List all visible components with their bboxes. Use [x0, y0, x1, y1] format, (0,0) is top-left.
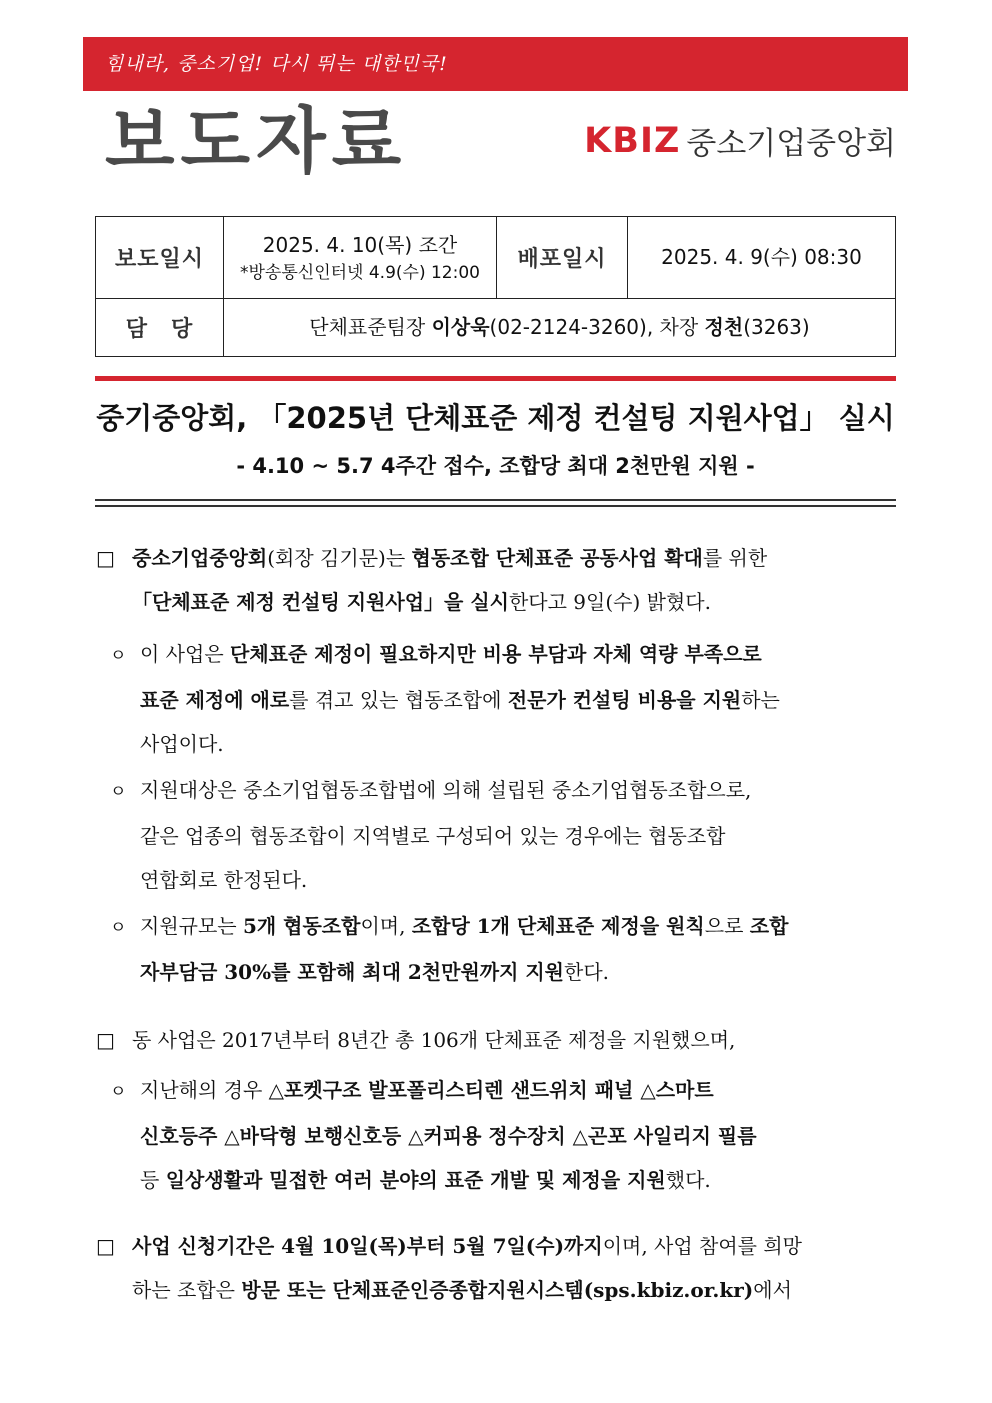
paragraph-5 [96, 1018, 896, 1062]
p7-a: 사업 신청기간은 4월 10일(목)부터 5월 7일(수)까지 [132, 1234, 603, 1258]
p2-c: 표준 제정에 애로 [140, 688, 290, 712]
circle-bullet-icon: ㅇ [110, 918, 127, 938]
p1-b: (회장 김기문)는 [267, 546, 412, 570]
contact-phone: (02-2124-3260), 차장 [489, 315, 705, 339]
p4-h: 한다. [564, 960, 610, 984]
p4-d: 조합당 1개 단체표준 제정을 원칙 [411, 914, 705, 938]
paragraph-2 [110, 632, 896, 766]
contact-name-1: 이상욱 [431, 315, 490, 339]
paragraph-3 [110, 768, 896, 902]
p7-c: 하는 조합은 [132, 1278, 242, 1302]
circle-bullet-icon: ㅇ [110, 1082, 127, 1102]
p2-g: 사업이다. [140, 732, 224, 756]
p7-b: 이며, 사업 참여를 희망 [602, 1234, 802, 1258]
p2-d: 를 겪고 있는 협동조합에 [289, 688, 508, 712]
p2-b: 단체표준 제정이 필요하지만 비용 부담과 자체 역량 부족으로 [230, 642, 762, 666]
p6-f: 했다. [665, 1168, 711, 1192]
circle-bullet-icon: ㅇ [110, 646, 127, 666]
p7-d: 방문 또는 단체표준인증종합지원시스템(sps.kbiz.or.kr) [241, 1278, 754, 1302]
paragraph-1 [96, 536, 896, 624]
logo-mark: KBIZ [584, 120, 681, 161]
p2-f: 하는 [741, 688, 780, 712]
p4-c: 이며, [360, 914, 412, 938]
square-bullet-icon: □ [96, 546, 115, 570]
p6-d: 등 [140, 1168, 166, 1192]
release-date-label: 보도일시 [96, 217, 224, 299]
paragraph-7 [96, 1224, 896, 1312]
release-date: 2025. 4. 10(목) 조간 [262, 233, 458, 257]
contact-info [224, 299, 896, 357]
release-info-table [95, 216, 896, 357]
p1-a: 중소기업중앙회 [132, 546, 268, 570]
distribution-date-label: 배포일시 [497, 217, 628, 299]
logo-org-name: 중소기업중앙회 [686, 126, 896, 162]
release-broadcast-time: *방송통신인터넷 4.9(수) 12:00 [240, 263, 480, 283]
p6-a: 지난해의 경우 [140, 1078, 269, 1102]
p4-e: 으로 [704, 914, 750, 938]
p3-a: 지원대상은 중소기업협동조합법에 의해 설립된 중소기업협동조합으로, [140, 778, 752, 802]
p4-g: 자부담금 30%를 포함해 최대 2천만원까지 지원 [140, 960, 565, 984]
circle-bullet-icon: ㅇ [110, 782, 127, 802]
contact-label: 담 당 [96, 299, 224, 357]
square-bullet-icon: □ [96, 1234, 115, 1258]
square-bullet-icon: □ [96, 1028, 115, 1052]
p5-a: 동 사업은 2017년부터 8년간 총 106개 단체표준 제정을 지원했으며, [132, 1028, 736, 1052]
p1-f: 한다고 9일(수) 밝혔다. [508, 590, 711, 614]
p2-a: 이 사업은 [140, 642, 230, 666]
subheadline: - 4.10 ~ 5.7 4주간 접수, 조합당 최대 2천만원 지원 - [236, 454, 755, 478]
p6-b: △포켓구조 발포폴리스티렌 샌드위치 패널 △스마트 [268, 1078, 714, 1102]
release-date-cell [224, 217, 497, 299]
contact-name-2: 정천 [704, 315, 744, 339]
paragraph-4 [110, 904, 896, 994]
contact-team: 단체표준팀장 [309, 315, 432, 339]
p1-c: 협동조합 단체표준 공동사업 확대 [411, 546, 703, 570]
slogan-text: 힘내라, 중소기업! 다시 뛰는 대한민국! [105, 53, 448, 75]
p3-c: 연합회로 한정된다. [140, 868, 308, 892]
kbiz-logo [584, 118, 896, 163]
page-title: 보도자료 [105, 99, 408, 183]
p6-c: 신호등주 △바닥형 보행신호등 △커피용 정수장치 △곤포 사일리지 필름 [140, 1124, 757, 1148]
distribution-date: 2025. 4. 9(수) 08:30 [628, 217, 896, 299]
p4-f: 조합 [749, 914, 789, 938]
p7-e: 에서 [753, 1278, 792, 1302]
paragraph-6 [110, 1068, 896, 1202]
double-divider [95, 499, 896, 507]
contact-ext: (3263) [743, 315, 810, 339]
p1-d: 를 위한 [702, 546, 768, 570]
red-divider [95, 376, 896, 381]
p2-e: 전문가 컨설팅 비용을 지원 [507, 688, 742, 712]
p4-a: 지원규모는 [140, 914, 243, 938]
p4-b: 5개 협동조합 [242, 914, 361, 938]
headline: 중기중앙회, 「2025년 단체표준 제정 컨설팅 지원사업」 실시 [96, 401, 895, 435]
p3-b: 같은 업종의 협동조합이 지역별로 구성되어 있는 경우에는 협동조합 [140, 824, 726, 848]
p1-e: 「단체표준 제정 컨설팅 지원사업」을 실시 [132, 590, 509, 614]
slogan-banner [83, 37, 908, 91]
p6-e: 일상생활과 밀접한 여러 분야의 표준 개발 및 제정을 지원 [165, 1168, 666, 1192]
